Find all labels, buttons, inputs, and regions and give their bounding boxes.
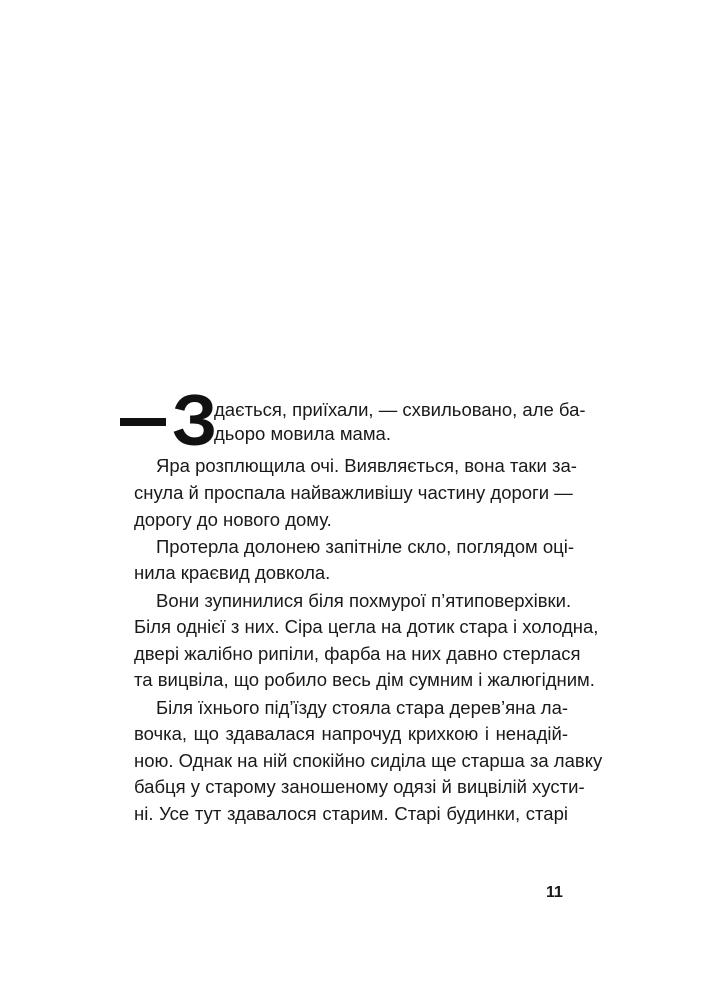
dropcap-letter: З	[172, 381, 218, 461]
text-line: дьоро мовила мама.	[214, 423, 391, 444]
text-line: Біля однієї з них. Сіра цегла на дотик стара і холодна,	[134, 616, 599, 637]
text-line: дорогу до нового дому.	[134, 509, 332, 530]
text-line: двері жалібно рипіли, фарба на них давно стерлася	[134, 643, 581, 664]
text-line: снула й проспала найважливішу частину дороги —	[134, 482, 573, 503]
text-line: дається, приїхали, — схвильовано, але ба-	[214, 399, 586, 420]
text-line: Протерла долонею запітніле скло, поглядом оці-	[156, 536, 574, 557]
text-line: ні. Усе тут здавалося старим. Старі будинки, старі	[134, 803, 568, 824]
text-line: Біля їхнього під’їзду стояла стара дерев’яна ла-	[156, 697, 569, 718]
text-line: Вони зупинилися біля похмурої п’ятиповерхівки.	[156, 590, 572, 611]
text-line: ною. Однак на ній спокійно сиділа ще старша за лавку	[134, 750, 603, 771]
dropcap-dash	[120, 418, 166, 426]
text-line: нила краєвид довкола.	[134, 562, 331, 583]
text-line: бабця у старому заношеному одязі й вицвілій хусти-	[134, 776, 585, 797]
text-line: та вицвіла, що робило весь дім сумним і жалюгідним.	[134, 669, 595, 690]
text-line: Яра розплющила очі. Виявляється, вона таки за-	[156, 455, 577, 476]
text-line: вочка, що здавалася напрочуд крихкою і ненадій-	[134, 723, 568, 744]
page-number: 11	[546, 884, 563, 901]
